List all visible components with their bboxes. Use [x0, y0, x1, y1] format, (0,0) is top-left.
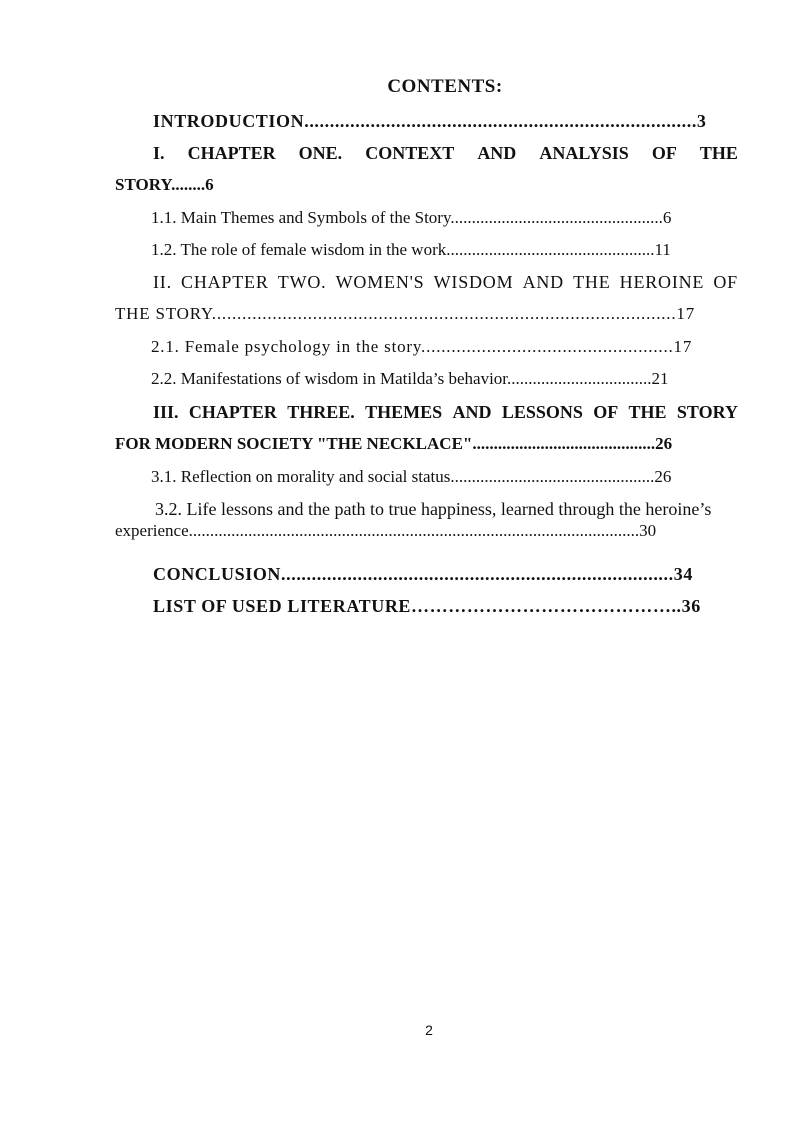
- word: OF: [593, 402, 619, 422]
- word: CHAPTER: [188, 402, 277, 422]
- word: THREE.: [287, 402, 355, 422]
- toc-chapter-three-row: [153, 401, 738, 423]
- toc-chapter-three-continuation: FOR MODERN SOCIETY "THE NECKLACE"...........................................26: [115, 434, 673, 453]
- toc-section-1-1: 1.1. Main Themes and Symbols of the Story..................................................6: [151, 208, 672, 227]
- word: WOMEN'S: [335, 272, 425, 292]
- word: THE: [699, 143, 738, 163]
- toc-section-1-2: 1.2. The role of female wisdom in the work.................................................11: [151, 240, 671, 259]
- word: TWO.: [277, 272, 327, 292]
- word: AND: [452, 402, 492, 422]
- word: III.: [153, 402, 179, 422]
- word: LESSONS: [501, 402, 583, 422]
- toc-section-3-2-line2: experience..........................................................................................................30: [115, 521, 657, 540]
- word: CHAPTER: [181, 272, 269, 292]
- word: WISDOM: [433, 272, 514, 292]
- page-number: 2: [425, 1022, 433, 1038]
- toc-chapter-two-row: [153, 271, 738, 293]
- toc-chapter-one-row: [153, 142, 738, 164]
- word: ANALYSIS: [539, 143, 629, 163]
- word: THE: [628, 402, 667, 422]
- toc-introduction: INTRODUCTION.............................................................................3: [153, 111, 707, 131]
- word: THEMES: [365, 402, 443, 422]
- word: ONE.: [298, 143, 343, 163]
- toc-literature: LIST OF USED LITERATURE……………………………………..36: [153, 596, 701, 616]
- toc-section-3-2-line1: 3.2. Life lessons and the path to true happiness, learned through the heroine’s: [155, 499, 712, 519]
- word: OF: [713, 272, 738, 292]
- toc-conclusion: CONCLUSION.............................................................................34: [153, 564, 693, 584]
- word: STORY: [676, 402, 738, 422]
- word: II.: [153, 272, 172, 292]
- toc-section-3-1: 3.1. Reflection on morality and social status................................................26: [151, 467, 672, 486]
- toc-section-2-1: 2.1. Female psychology in the story..................................................17: [151, 337, 693, 356]
- word: OF: [651, 143, 677, 163]
- word: CONTEXT: [365, 143, 455, 163]
- toc-chapter-two-continuation: THE STORY............................................................................................17: [115, 304, 695, 323]
- word: I.: [153, 143, 165, 163]
- toc-chapter-one-continuation: STORY........6: [115, 175, 214, 194]
- word: CHAPTER: [187, 143, 276, 163]
- toc-section-2-2: 2.2. Manifestations of wisdom in Matilda’s behavior..................................21: [151, 369, 669, 388]
- word: AND: [522, 272, 564, 292]
- contents-title: CONTENTS:: [387, 76, 503, 97]
- word: HEROINE: [619, 272, 705, 292]
- word: AND: [477, 143, 517, 163]
- word: THE: [573, 272, 611, 292]
